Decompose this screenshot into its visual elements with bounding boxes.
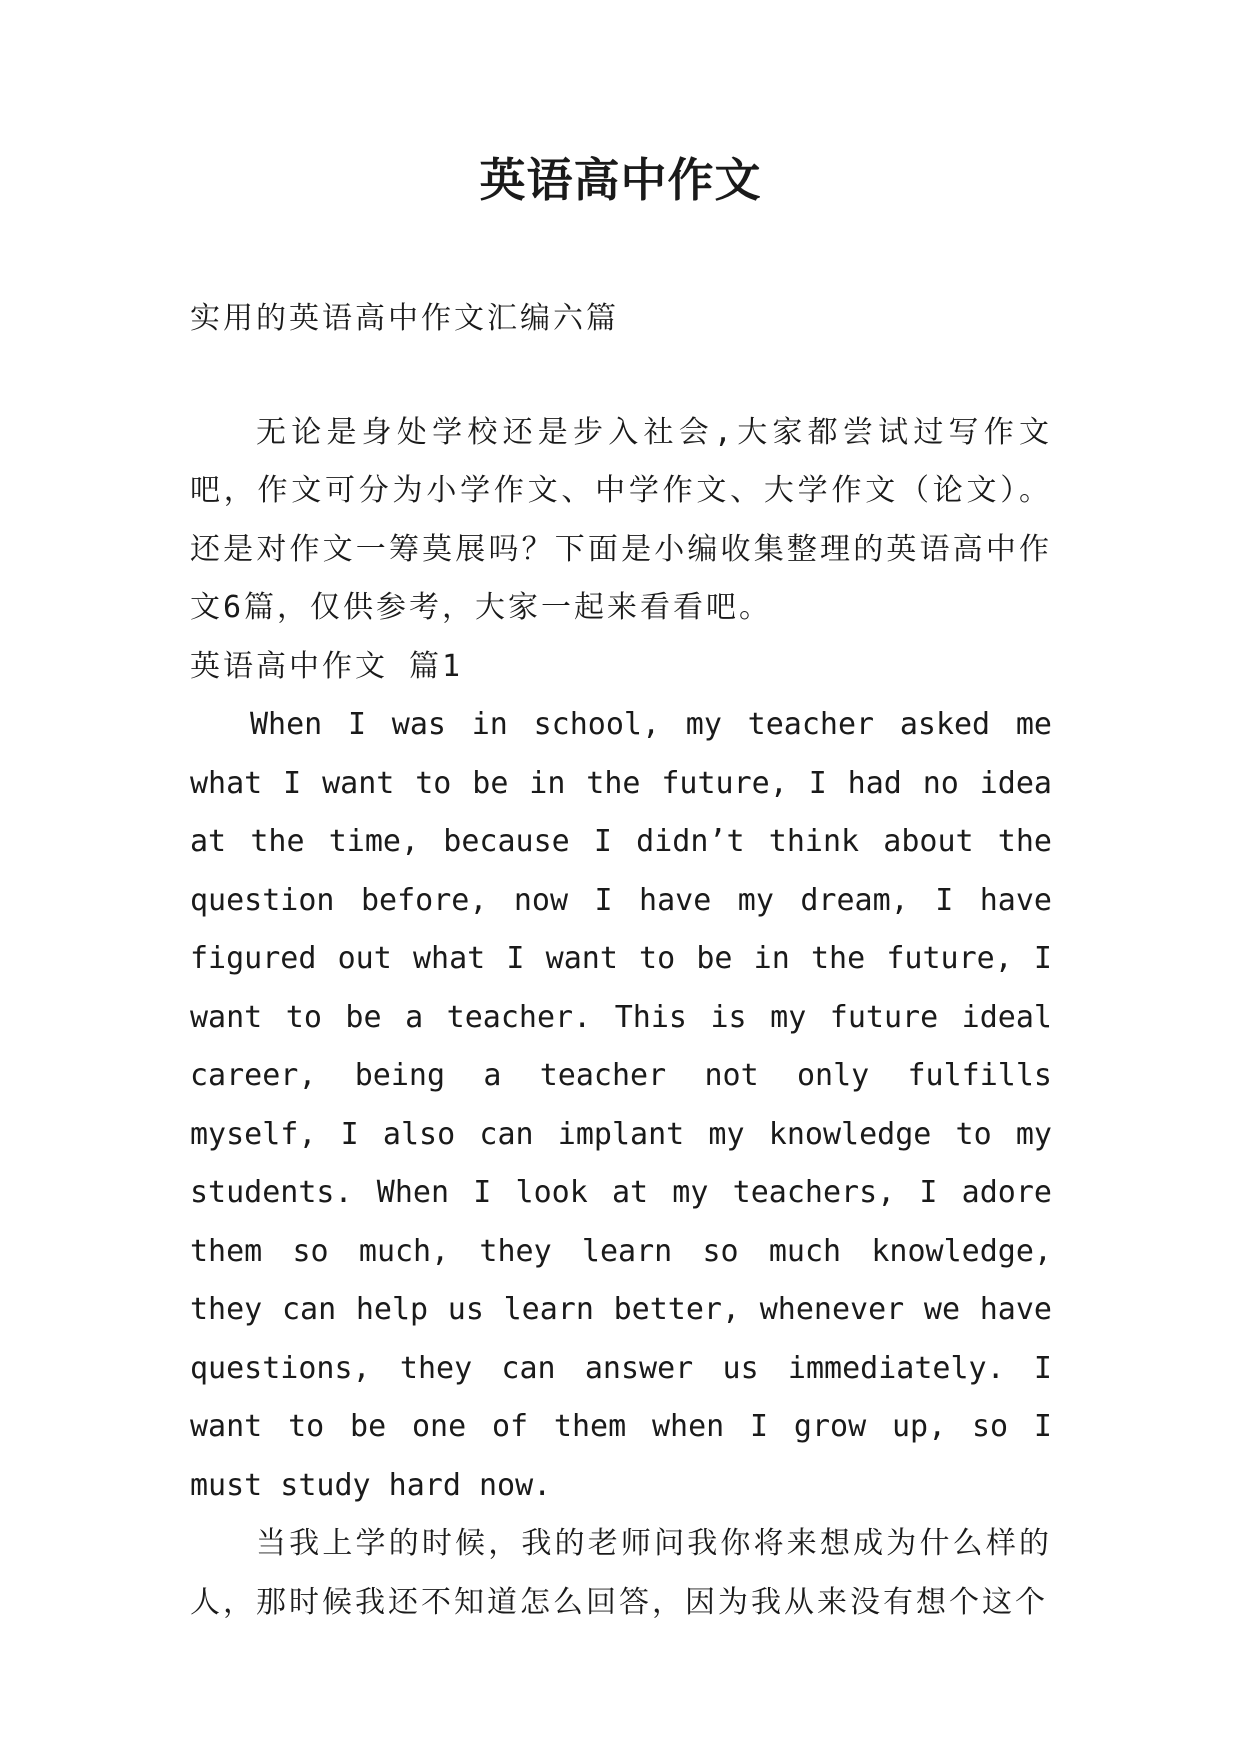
section-heading: 英语高中作文 篇1 — [190, 648, 464, 684]
document-title: 英语高中作文 — [479, 153, 762, 207]
english-essay-paragraph: When I was in school, my teacher asked me what I want to be in the future, I had no idea at the time, because I didn’t think about the question before, now I have my dream, I have figured out what I want to be in the future, I want to be a teacher. This is my future ideal career, being a teacher not only fulfills myself, I also can implant my knowledge to my students. When I look at my teachers, I adore them so much, they learn so much knowledge, they can help us learn better, whenever we have questions, they can answer us immediately. I want to be one of them when I grow up, so I must study hard now. — [190, 707, 1052, 1503]
document-body — [190, 290, 1052, 1632]
document-subtitle: 实用的英语高中作文汇编六篇 — [190, 301, 619, 336]
intro-paragraph: 无论是身处学校还是步入社会,大家都尝试过写作文吧，作文可分为小学作文、中学作文、大学作文（论文）。还是对作文一筹莫展吗？下面是小编收集整理的英语高中作文6篇，仅供参考，大家一起来看看吧。 — [190, 414, 1052, 625]
chinese-translation-paragraph: 当我上学的时候，我的老师问我你将来想成为什么样的人，那时候我还不知道怎么回答，因为我从来没有想个这个 — [190, 1526, 1052, 1620]
